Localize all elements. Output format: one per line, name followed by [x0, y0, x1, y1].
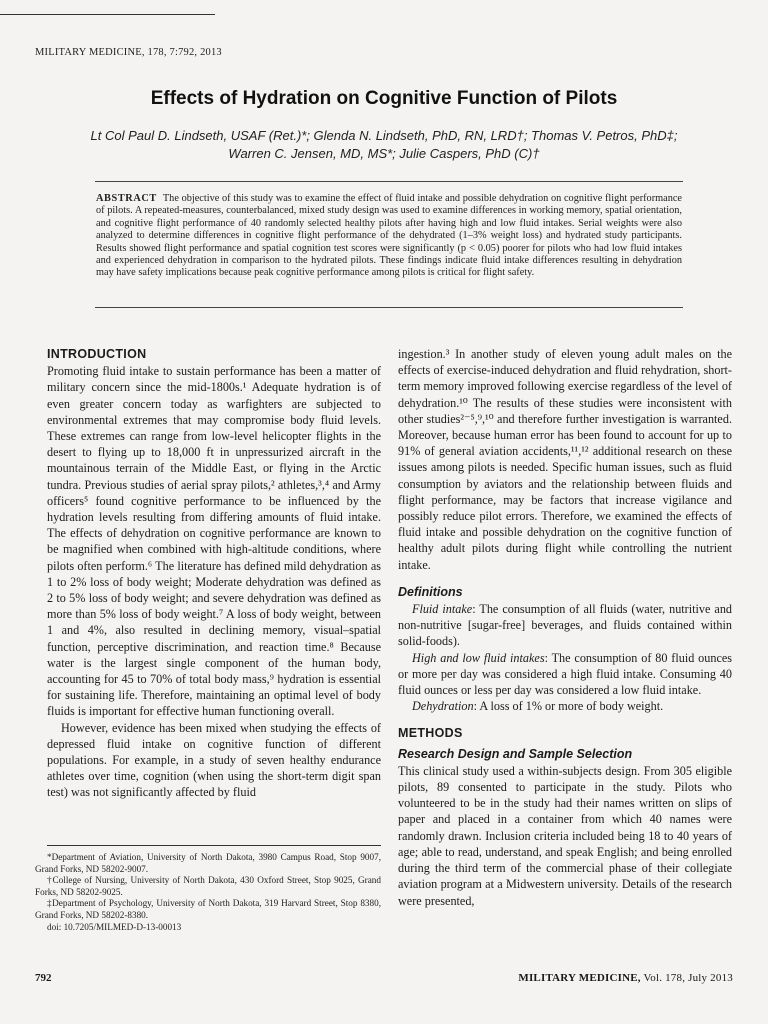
footer-journal-name: MILITARY MEDICINE,: [518, 972, 641, 984]
author-list: [40, 127, 728, 163]
right-column: [398, 346, 732, 909]
running-head: MILITARY MEDICINE, 178, 7:792, 2013: [35, 47, 222, 58]
definitions-heading: Definitions: [398, 584, 463, 599]
def-term: Dehydration: [412, 699, 474, 714]
abstract-text: The objective of this study was to examine the effect of fluid intake and possible dehydration on cognitive flight performance of pilots. A repeated-measures, counterbalanced, mixed study design was used to examine differences in working memory, spatial orientation, and cognitive flight performance of 40 randomly selected healthy pilots after having high and low fluid intakes. Serial weights were also analyzed to determine differences in cognitive flight performance of the dehydrated (1–3% weight loss) and hydrated study participants. Results showed flight performance and spatial cognition test scores were significantly (p < 0.05) poorer for pilots who had low fluid intakes and experienced dehydration in comparison to the hydrated pilots. These findings indicate fluid intake differences resulting in dehydration may have safety implications because peak cognitive performance among pilots is critical for flight safety.: [96, 193, 682, 279]
def-term: Fluid intake: [412, 602, 473, 617]
definition-high-low-intake: [398, 650, 732, 699]
page-number: 792: [35, 972, 52, 984]
top-rule: [0, 14, 215, 15]
intro-continuation: ingestion.³ In another study of eleven young adult males on the effects of exercise-induced dehydration and fluid rehydration, short-term memory improved following exercise regardless of the level of dehydration.¹⁰ The results of these studies were inconsistent with other studies²⁻⁵,⁹,¹⁰ and therefore further investigation is warranted. Moreover, because human error has been found to account for up to 91% of general aviation accidents,¹¹,¹² additional research on these issues among pilots is needed. Specific human issues, such as fluid consumption by aviators and the relationship between fluids and flight performance, may be factors that increase vigilance and possibly reduce pilot errors. Therefore, we examined the effects of fluid intake and possible dehydration on the cognitive function of healthy adult pilots during flight while controlling the nutrient intake.: [398, 347, 732, 572]
def-term: High and low fluid intakes: [412, 650, 545, 665]
definition-dehydration: [398, 698, 732, 714]
def-text: : A loss of 1% or more of body weight.: [473, 699, 664, 714]
design-heading: Research Design and Sample Selection: [398, 746, 633, 761]
footer-journal: [518, 972, 733, 984]
footer-issue: Vol. 178, July 2013: [643, 972, 733, 984]
article-title: Effects of Hydration on Cognitive Function of Pilots: [150, 88, 618, 109]
footnote-aviation: *Department of Aviation, University of North Dakota, 3980 Campus Road, Stop 9007, Grand Forks, ND 58202-9007.: [35, 852, 381, 874]
authors-line-1: Lt Col Paul D. Lindseth, USAF (Ret.)*; Glenda N. Lindseth, PhD, RN, LRD†; Thomas V. Petros, PhD‡;: [90, 128, 678, 143]
left-column: [47, 346, 381, 801]
intro-paragraph-2: However, evidence has been mixed when studying the effects of depressed fluid intake on cognitive function of different populations. For example, in a study of seven healthy endurance athletes over time, cognition (when using the short-term digit span test) was not significantly affected by fluid: [47, 720, 381, 800]
footnote-rule: [47, 845, 381, 846]
def-text: : The consumption of 80 fluid ounces or more per day was considered a high fluid intake. Consuming 40 fluid ounces or less per day was considered a low fluid intake.: [398, 650, 733, 698]
definition-fluid-intake: [398, 601, 732, 650]
abstract: [96, 193, 682, 280]
methods-heading: METHODS: [398, 726, 463, 741]
abstract-top-rule: [95, 181, 683, 182]
footnote-doi: doi: 10.7205/MILMED-D-13-00013: [47, 921, 182, 932]
intro-paragraph-1: Promoting fluid intake to sustain performance has been a matter of military concern since the mid-1800s.¹ Adequate hydration is of even greater concern today as warfighters are subjected to environmental extremes that may compromise body fluid levels. These extremes can range from low-level helicopter flights in the desert to flying up to 18,000 ft in unpressurized aircraft in the mountainous terrain of the Middle East, or flying in the Arctic tundra. Previous studies of aerial spray pilots,² athletes,³,⁴ and Army officers⁵ found cognitive performance to be influenced by the hydration levels resulting from differing amounts of fluid intake. The effects of dehydration on cognitive performance are known to be magnified when combined with high-altitude conditions, where pilots often perform.⁶ The literature has defined mild dehydration as 1 to 2% loss of body weight; Moderate dehydration was defined as 2 to 5% loss of body weight; and severe dehydration was defined as more than 5% loss of body weight.⁷ A loss of body weight, between 1 and 4%, also resulted in declining memory, visual–spatial function, perceptive discrimination, and reaction time.⁸ Because water is the largest single component of the human body, accounting for 45 to 70% of total body mass,⁹ hydration is essential for sustaining life. Therefore, maintaining an optimal level of body fluids is important for effective human functioning overall.: [47, 364, 381, 719]
footnote-psychology: ‡Department of Psychology, University of North Dakota, 319 Harvard Street, Stop 8380, Grand Forks, ND 58202-8380.: [35, 898, 381, 920]
footnote-nursing: †College of Nursing, University of North Dakota, 430 Oxford Street, Stop 9025, Grand Forks, ND 58202-9025.: [35, 875, 381, 897]
abstract-label: ABSTRACT: [96, 193, 157, 204]
design-paragraph: This clinical study used a within-subjects design. From 305 eligible pilots, 89 consented to participate in the study. Pilots who volunteered to be in the study had their names written on slips of paper and placed in a container from which 40 names were randomly drawn. Inclusion criteria included being 18 to 40 years of age; able to read, understand, and speak English; and being enrolled during the third term of the commercial phase of their collegiate aviation program at a Midwestern university. Details of the research were presented,: [398, 763, 732, 908]
footnotes: [35, 852, 381, 933]
introduction-heading: INTRODUCTION: [47, 347, 147, 361]
abstract-bottom-rule: [95, 307, 683, 308]
def-text: : The consumption of all fluids (water, nutritive and non-nutritive [sugar-free] beverages, and fluids contained within solid-foods).: [398, 602, 733, 649]
authors-line-2: Warren C. Jensen, MD, MS*; Julie Caspers, PhD (C)†: [228, 146, 540, 161]
